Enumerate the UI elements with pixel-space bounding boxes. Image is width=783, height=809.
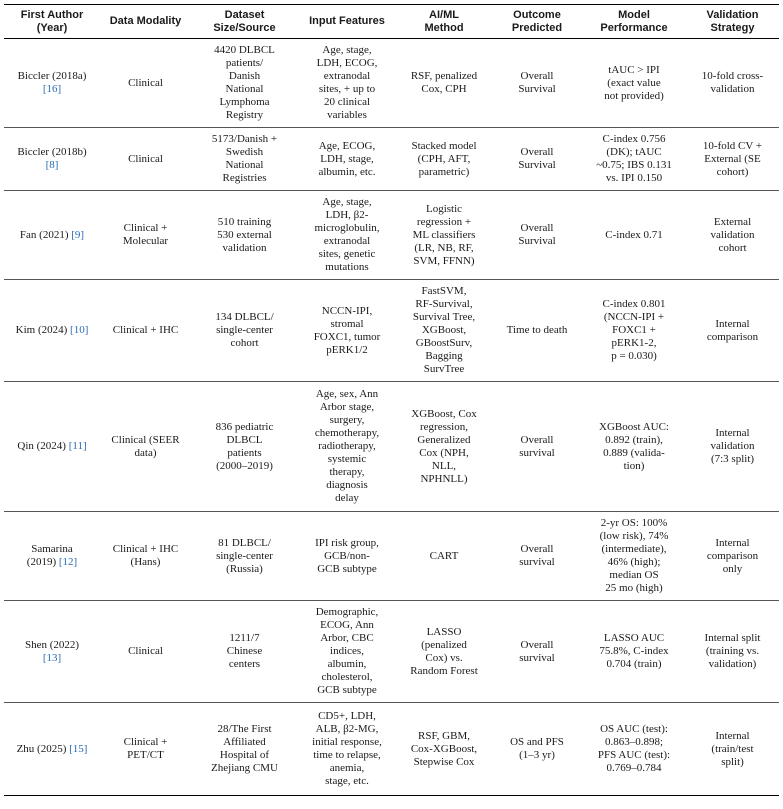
table-row bbox=[4, 601, 779, 703]
method-cell: CART bbox=[396, 512, 492, 601]
method-cell: Logistic regression + ML classifiers (LR, NB, RF, SVM, FFNN) bbox=[396, 191, 492, 280]
features-cell: Age, stage, LDH, β2- microglobulin, extranodal sites, genetic mutations bbox=[298, 191, 396, 280]
validation-cell: Internal comparison only bbox=[686, 512, 779, 601]
dataset-cell: 5173/Danish + Swedish National Registries bbox=[191, 128, 298, 191]
author-cell: Qin (2024) [11] bbox=[4, 382, 100, 512]
validation-cell: 10-fold CV + External (SE cohort) bbox=[686, 128, 779, 191]
outcome-cell: Overall survival bbox=[492, 512, 582, 601]
modality-cell: Clinical bbox=[100, 601, 191, 703]
dataset-cell: 134 DLBCL/ single-center cohort bbox=[191, 280, 298, 382]
performance-cell: C-index 0.801 (NCCN-IPI + FOXC1 + pERK1-2, p = 0.030) bbox=[582, 280, 686, 382]
validation-cell: Internal split (training vs. validation) bbox=[686, 601, 779, 703]
performance-cell: C-index 0.71 bbox=[582, 191, 686, 280]
performance-cell: 2-yr OS: 100% (low risk), 74% (intermediate), 46% (high); median OS 25 mo (high) bbox=[582, 512, 686, 601]
table-row bbox=[4, 382, 779, 512]
features-cell: Demographic, ECOG, Ann Arbor, CBC indices, albumin, cholesterol, GCB subtype bbox=[298, 601, 396, 703]
reference-link[interactable]: [13] bbox=[42, 651, 62, 664]
performance-cell: tAUC > IPI (exact value not provided) bbox=[582, 39, 686, 128]
dataset-cell: 510 training 530 external validation bbox=[191, 191, 298, 280]
header-input-features: Input Features bbox=[298, 5, 396, 39]
dataset-cell: 836 pediatric DLBCL patients (2000–2019) bbox=[191, 382, 298, 512]
modality-cell: Clinical + Molecular bbox=[100, 191, 191, 280]
dataset-cell: 81 DLBCL/ single-center (Russia) bbox=[191, 512, 298, 601]
dataset-cell: 1211/7 Chinese centers bbox=[191, 601, 298, 703]
author-cell: Samarina (2019) [12] bbox=[4, 512, 100, 601]
features-cell: IPI risk group, GCB/non- GCB subtype bbox=[298, 512, 396, 601]
reference-link[interactable]: [12] bbox=[58, 556, 78, 568]
outcome-cell: Overall Survival bbox=[492, 39, 582, 128]
modality-cell: Clinical + IHC bbox=[100, 280, 191, 382]
modality-cell: Clinical + PET/CT bbox=[100, 703, 191, 796]
header-outcome: Outcome Predicted bbox=[492, 5, 582, 39]
performance-cell: LASSO AUC 75.8%, C-index 0.704 (train) bbox=[582, 601, 686, 703]
performance-cell: XGBoost AUC: 0.892 (train), 0.889 (valida- tion) bbox=[582, 382, 686, 512]
outcome-cell: Overall survival bbox=[492, 382, 582, 512]
outcome-cell: Overall survival bbox=[492, 601, 582, 703]
validation-cell: Internal comparison bbox=[686, 280, 779, 382]
outcome-cell: OS and PFS (1–3 yr) bbox=[492, 703, 582, 796]
performance-cell: OS AUC (test): 0.863–0.898; PFS AUC (test): 0.769–0.784 bbox=[582, 703, 686, 796]
header-first-author: First Author (Year) bbox=[4, 5, 100, 39]
modality-cell: Clinical bbox=[100, 39, 191, 128]
author-cell: Shen (2022) [13] bbox=[4, 601, 100, 703]
reference-link[interactable]: [10] bbox=[70, 324, 89, 336]
table-row bbox=[4, 512, 779, 601]
modality-cell: Clinical (SEER data) bbox=[100, 382, 191, 512]
reference-link[interactable]: [11] bbox=[68, 440, 87, 452]
features-cell: Age, sex, Ann Arbor stage, surgery, chemotherapy, radiotherapy, systemic therapy, diagnosis delay bbox=[298, 382, 396, 512]
dataset-cell: 4420 DLBCL patients/ Danish National Lymphoma Registry bbox=[191, 39, 298, 128]
dataset-cell: 28/The First Affiliated Hospital of Zhejiang CMU bbox=[191, 703, 298, 796]
author-cell: Zhu (2025) [15] bbox=[4, 703, 100, 796]
validation-cell: Internal validation (7:3 split) bbox=[686, 382, 779, 512]
reference-link[interactable]: [16] bbox=[42, 83, 62, 95]
reference-link[interactable]: [9] bbox=[71, 228, 85, 241]
method-cell: RSF, GBM, Cox-XGBoost, Stepwise Cox bbox=[396, 703, 492, 796]
validation-cell: 10-fold cross- validation bbox=[686, 39, 779, 128]
reference-link[interactable]: [15] bbox=[69, 742, 88, 755]
features-cell: Age, stage, LDH, ECOG, extranodal sites, + up to 20 clinical variables bbox=[298, 39, 396, 128]
features-cell: Age, ECOG, LDH, stage, albumin, etc. bbox=[298, 128, 396, 191]
author-cell: Fan (2021) [9] bbox=[4, 191, 100, 280]
method-cell: XGBoost, Cox regression, Generalized Cox (NPH, NLL, NPHNLL) bbox=[396, 382, 492, 512]
outcome-cell: Time to death bbox=[492, 280, 582, 382]
validation-cell: External validation cohort bbox=[686, 191, 779, 280]
author-cell: Biccler (2018a) [16] bbox=[4, 39, 100, 128]
features-cell: NCCN-IPI, stromal FOXC1, tumor pERK1/2 bbox=[298, 280, 396, 382]
table-row bbox=[4, 128, 779, 191]
outcome-cell: Overall Survival bbox=[492, 128, 582, 191]
header-dataset: Dataset Size/Source bbox=[191, 5, 298, 39]
method-cell: Stacked model (CPH, AFT, parametric) bbox=[396, 128, 492, 191]
method-cell: FastSVM, RF-Survival, Survival Tree, XGBoost, GBoostSurv, Bagging SurvTree bbox=[396, 280, 492, 382]
header-validation: Validation Strategy bbox=[686, 5, 779, 39]
reference-link[interactable]: [8] bbox=[45, 159, 59, 171]
table-row bbox=[4, 191, 779, 280]
outcome-cell: Overall Survival bbox=[492, 191, 582, 280]
performance-cell: C-index 0.756 (DK); tAUC ~0.75; IBS 0.131 vs. IPI 0.150 bbox=[582, 128, 686, 191]
method-cell: LASSO (penalized Cox) vs. Random Forest bbox=[396, 601, 492, 703]
method-cell: RSF, penalized Cox, CPH bbox=[396, 39, 492, 128]
validation-cell: Internal (train/test split) bbox=[686, 703, 779, 796]
header-method: AI/ML Method bbox=[396, 5, 492, 39]
author-cell: Biccler (2018b) [8] bbox=[4, 128, 100, 191]
header-performance: Model Performance bbox=[582, 5, 686, 39]
modality-cell: Clinical bbox=[100, 128, 191, 191]
table-row bbox=[4, 280, 779, 382]
modality-cell: Clinical + IHC (Hans) bbox=[100, 512, 191, 601]
table-header-row bbox=[4, 5, 779, 39]
author-cell: Kim (2024) [10] bbox=[4, 280, 100, 382]
header-data-modality: Data Modality bbox=[100, 5, 191, 39]
ml-studies-table bbox=[4, 4, 779, 796]
table-row bbox=[4, 39, 779, 128]
table-row bbox=[4, 703, 779, 796]
features-cell: CD5+, LDH, ALB, β2-MG, initial response, time to relapse, anemia, stage, etc. bbox=[298, 703, 396, 796]
